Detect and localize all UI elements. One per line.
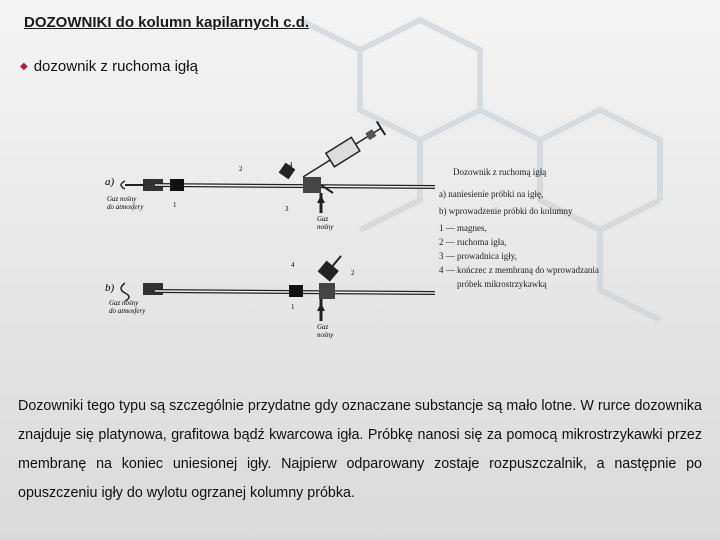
injector-diagram bbox=[95, 95, 635, 355]
slide-title: DOZOWNIKI do kolumn kapilarnych c.d. bbox=[24, 14, 310, 31]
needle-guide-a bbox=[303, 177, 321, 193]
svg-text:nośny: nośny bbox=[317, 331, 334, 339]
svg-text:Gaz: Gaz bbox=[317, 215, 329, 223]
svg-text:Gaz: Gaz bbox=[317, 323, 329, 331]
needle-guide-b bbox=[319, 283, 335, 299]
svg-text:2: 2 bbox=[351, 269, 355, 277]
bullet-item bbox=[20, 58, 198, 75]
diamond-bullet-icon: ◆ bbox=[20, 61, 28, 72]
svg-text:2: 2 bbox=[239, 165, 243, 173]
svg-text:do atmosfery: do atmosfery bbox=[109, 307, 146, 315]
svg-text:próbek mikrostrzykawką: próbek mikrostrzykawką bbox=[457, 279, 547, 289]
figure-caption bbox=[439, 167, 599, 289]
septum-cap-b bbox=[318, 251, 348, 282]
svg-text:4: 4 bbox=[291, 261, 295, 269]
svg-text:1: 1 bbox=[291, 303, 295, 311]
svg-text:2 — ruchoma igła,: 2 — ruchoma igła, bbox=[439, 237, 507, 247]
svg-text:a) naniesienie próbki na igłę,: a) naniesienie próbki na igłę, bbox=[439, 189, 544, 199]
magnet-a bbox=[170, 179, 184, 191]
label-b: b) bbox=[105, 282, 115, 294]
svg-text:b) wprowadzenie próbki do kolu: b) wprowadzenie próbki do kolumny bbox=[439, 206, 573, 216]
svg-text:do atmosfery: do atmosfery bbox=[107, 203, 144, 211]
svg-text:1 — magnes,: 1 — magnes, bbox=[439, 223, 487, 233]
bullet-text: dozownik z ruchoma igłą bbox=[33, 58, 198, 75]
label-a: a) bbox=[105, 176, 115, 188]
svg-text:4: 4 bbox=[289, 161, 293, 169]
svg-text:Gaz nośny: Gaz nośny bbox=[107, 195, 137, 203]
description-paragraph: Dozowniki tego typu są szczególnie przydatne gdy oznaczane substancje są mało lotne. W rurce dozownika znajduje się platynowa, grafitowa bądź kwarcowa igła. Próbkę nanosi się za pomocą mikrostrzykawki przez membranę na koniec uniesionej igły. Najpierw odparowany zostaje rozpuszczalnik, a następnie po opuszczeniu igły do wylotu ogrzanej kolumny próbka. bbox=[18, 398, 702, 501]
svg-text:1: 1 bbox=[173, 201, 177, 209]
svg-text:3: 3 bbox=[285, 205, 289, 213]
svg-text:Gaz nośny: Gaz nośny bbox=[109, 299, 139, 307]
magnet-b bbox=[289, 285, 303, 297]
svg-text:Dozownik z ruchomą igłą: Dozownik z ruchomą igłą bbox=[453, 167, 547, 177]
svg-text:4 — kończec z membraną do wpro: 4 — kończec z membraną do wprowadzania bbox=[439, 265, 599, 275]
microsyringe bbox=[299, 121, 385, 183]
svg-text:nośny: nośny bbox=[317, 223, 334, 231]
svg-text:3 — prowadnica igły,: 3 — prowadnica igły, bbox=[439, 251, 517, 261]
